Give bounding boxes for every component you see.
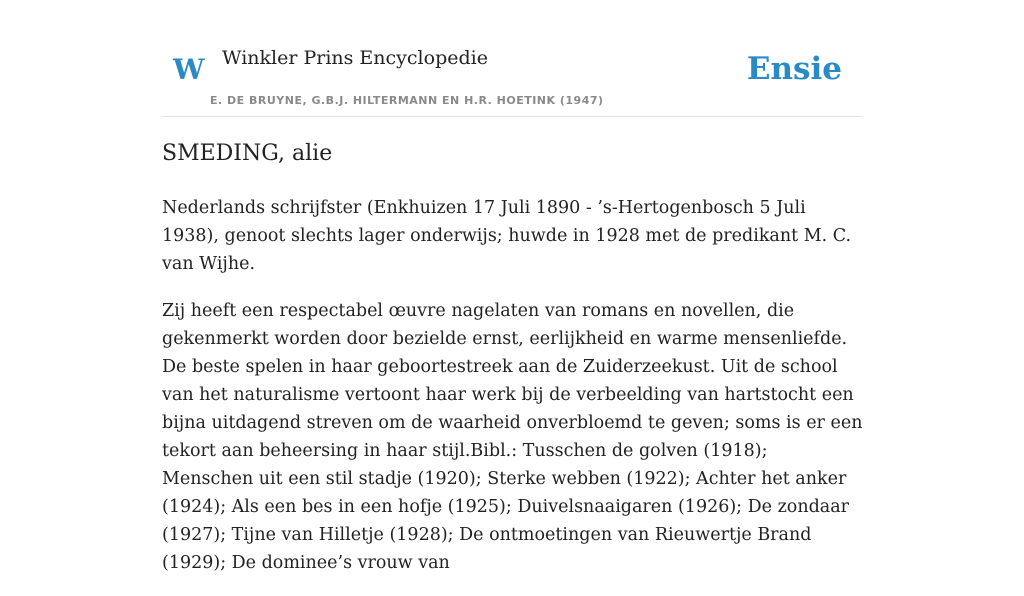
article — [162, 136, 864, 596]
work-title[interactable]: Winkler Prins Encyclopedie — [222, 47, 488, 69]
article-paragraph: Nederlands schrijfster (Enkhuizen 17 Juli 1890 - ’s-Hertogenbosch 5 Juli 1938), genoot slechts lager onderwijs; huwde in 1928 met de predikant M. C. van Wijhe. — [162, 198, 852, 274]
header — [162, 0, 862, 117]
entry-title: SMEDING, alie — [162, 141, 333, 166]
ensie-logo-link[interactable]: Ensie — [746, 51, 842, 87]
article-paragraph: Zij heeft een respectabel œuvre nagelaten van romans en novellen, die gekenmerkt worden door bezielde ernst, eerlijkheid en warme mensenliefde. De beste spelen in haar geboortestreek aan de Zuiderzeekust. Uit de school van het naturalisme vertoont haar werk bij de verbeelding van hartstocht een bijna uitdagend streven om de waarheid onverbloemd te geven; soms is er een tekort aan beheersing in haar stijl.Bibl.: Tusschen de golven (1918); Menschen uit een stil stadje (1920); Sterke webben (1922); Achter het anker (1924); Als een bes in een hofje (1925); Duivelsnaaigaren (1926); De zondaar (1927); Tijne van Hilletje (1928); De ontmoetingen van Rieuwertje Brand (1929); De dominee’s vrouw van — [162, 301, 863, 573]
authors-line: E. DE BRUYNE, G.B.J. HILTERMANN EN H.R. HOETINK (1947) — [210, 94, 604, 107]
encyclopedia-logo-icon[interactable]: W — [173, 53, 205, 86]
